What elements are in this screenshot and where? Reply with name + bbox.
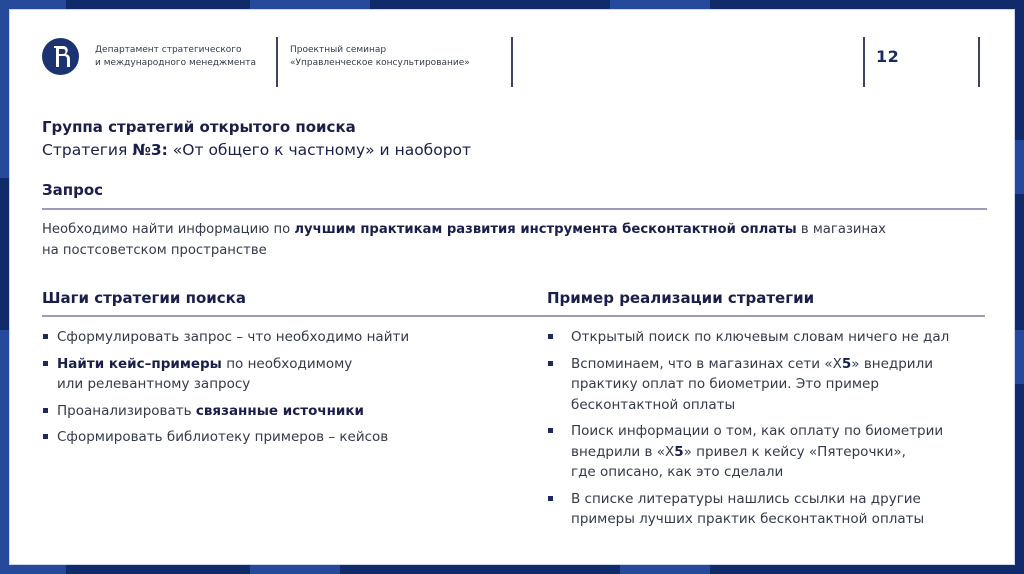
frame-patch (0, 565, 66, 574)
department-name: Департамент стратегического и международного менеджмента (95, 45, 257, 68)
frame-patch (0, 330, 9, 574)
list-item: Проанализировать связанные источники (42, 401, 502, 422)
list-item: Сформировать библиотеку примеров – кейсов (42, 427, 502, 448)
section-rule (42, 208, 987, 210)
frame-patch (250, 565, 340, 574)
header-divider (978, 37, 980, 87)
group-title: Группа стратегий открытого поиска (42, 118, 356, 136)
square-bullet-icon (548, 334, 553, 339)
frame-patch (1015, 140, 1024, 194)
example-list (545, 327, 985, 536)
frame-patch (0, 0, 9, 178)
header-divider (276, 37, 278, 87)
square-bullet-icon (43, 334, 48, 339)
frame-patch (1015, 330, 1024, 384)
square-bullet-icon (43, 408, 48, 413)
square-bullet-icon (43, 434, 48, 439)
list-item: Найти кейс–примеры по необходимому или релевантному запросу (42, 354, 502, 395)
list-item: Сформулировать запрос – что необходимо найти (42, 327, 502, 348)
frame-patch (610, 0, 710, 9)
square-bullet-icon (548, 361, 553, 366)
section-rule (42, 315, 985, 317)
header-divider (511, 37, 513, 87)
square-bullet-icon (548, 428, 553, 433)
example-heading: Пример реализации стратегии (547, 289, 815, 307)
frame-patch (0, 0, 66, 9)
frame-patch (250, 0, 370, 9)
request-text: Необходимо найти информацию по лучшим практикам развития инструмента бесконтактной оплаты в магазинах на постсоветском пространстве (42, 222, 886, 258)
steps-list (42, 327, 502, 454)
frame-patch (620, 565, 710, 574)
hse-logo-icon (42, 38, 79, 75)
request-heading: Запрос (42, 181, 104, 199)
steps-heading: Шаги стратегии поиска (42, 289, 246, 307)
square-bullet-icon (43, 361, 48, 366)
list-item: Поиск информации о том, как оплату по биометрии внедрили в «Х5» привел к кейсу «Пятерочки», где описано, как это сделали (545, 421, 985, 483)
list-item: Открытый поиск по ключевым словам ничего не дал (545, 327, 985, 348)
list-item: Вспоминаем, что в магазинах сети «Х5» внедрили практику оплат по биометрии. Это пример бесконтактной оплаты (545, 354, 985, 416)
header-divider (863, 37, 865, 87)
page-number: 12 (876, 47, 900, 66)
strategy-title: Стратегия №3: «От общего к частному» и наоборот (42, 141, 472, 159)
square-bullet-icon (548, 496, 553, 501)
course-name: Проектный семинар «Управленческое консультирование» (290, 45, 470, 68)
list-item: В списке литературы нашлись ссылки на другие примеры лучших практик бесконтактной оплаты (545, 489, 985, 530)
